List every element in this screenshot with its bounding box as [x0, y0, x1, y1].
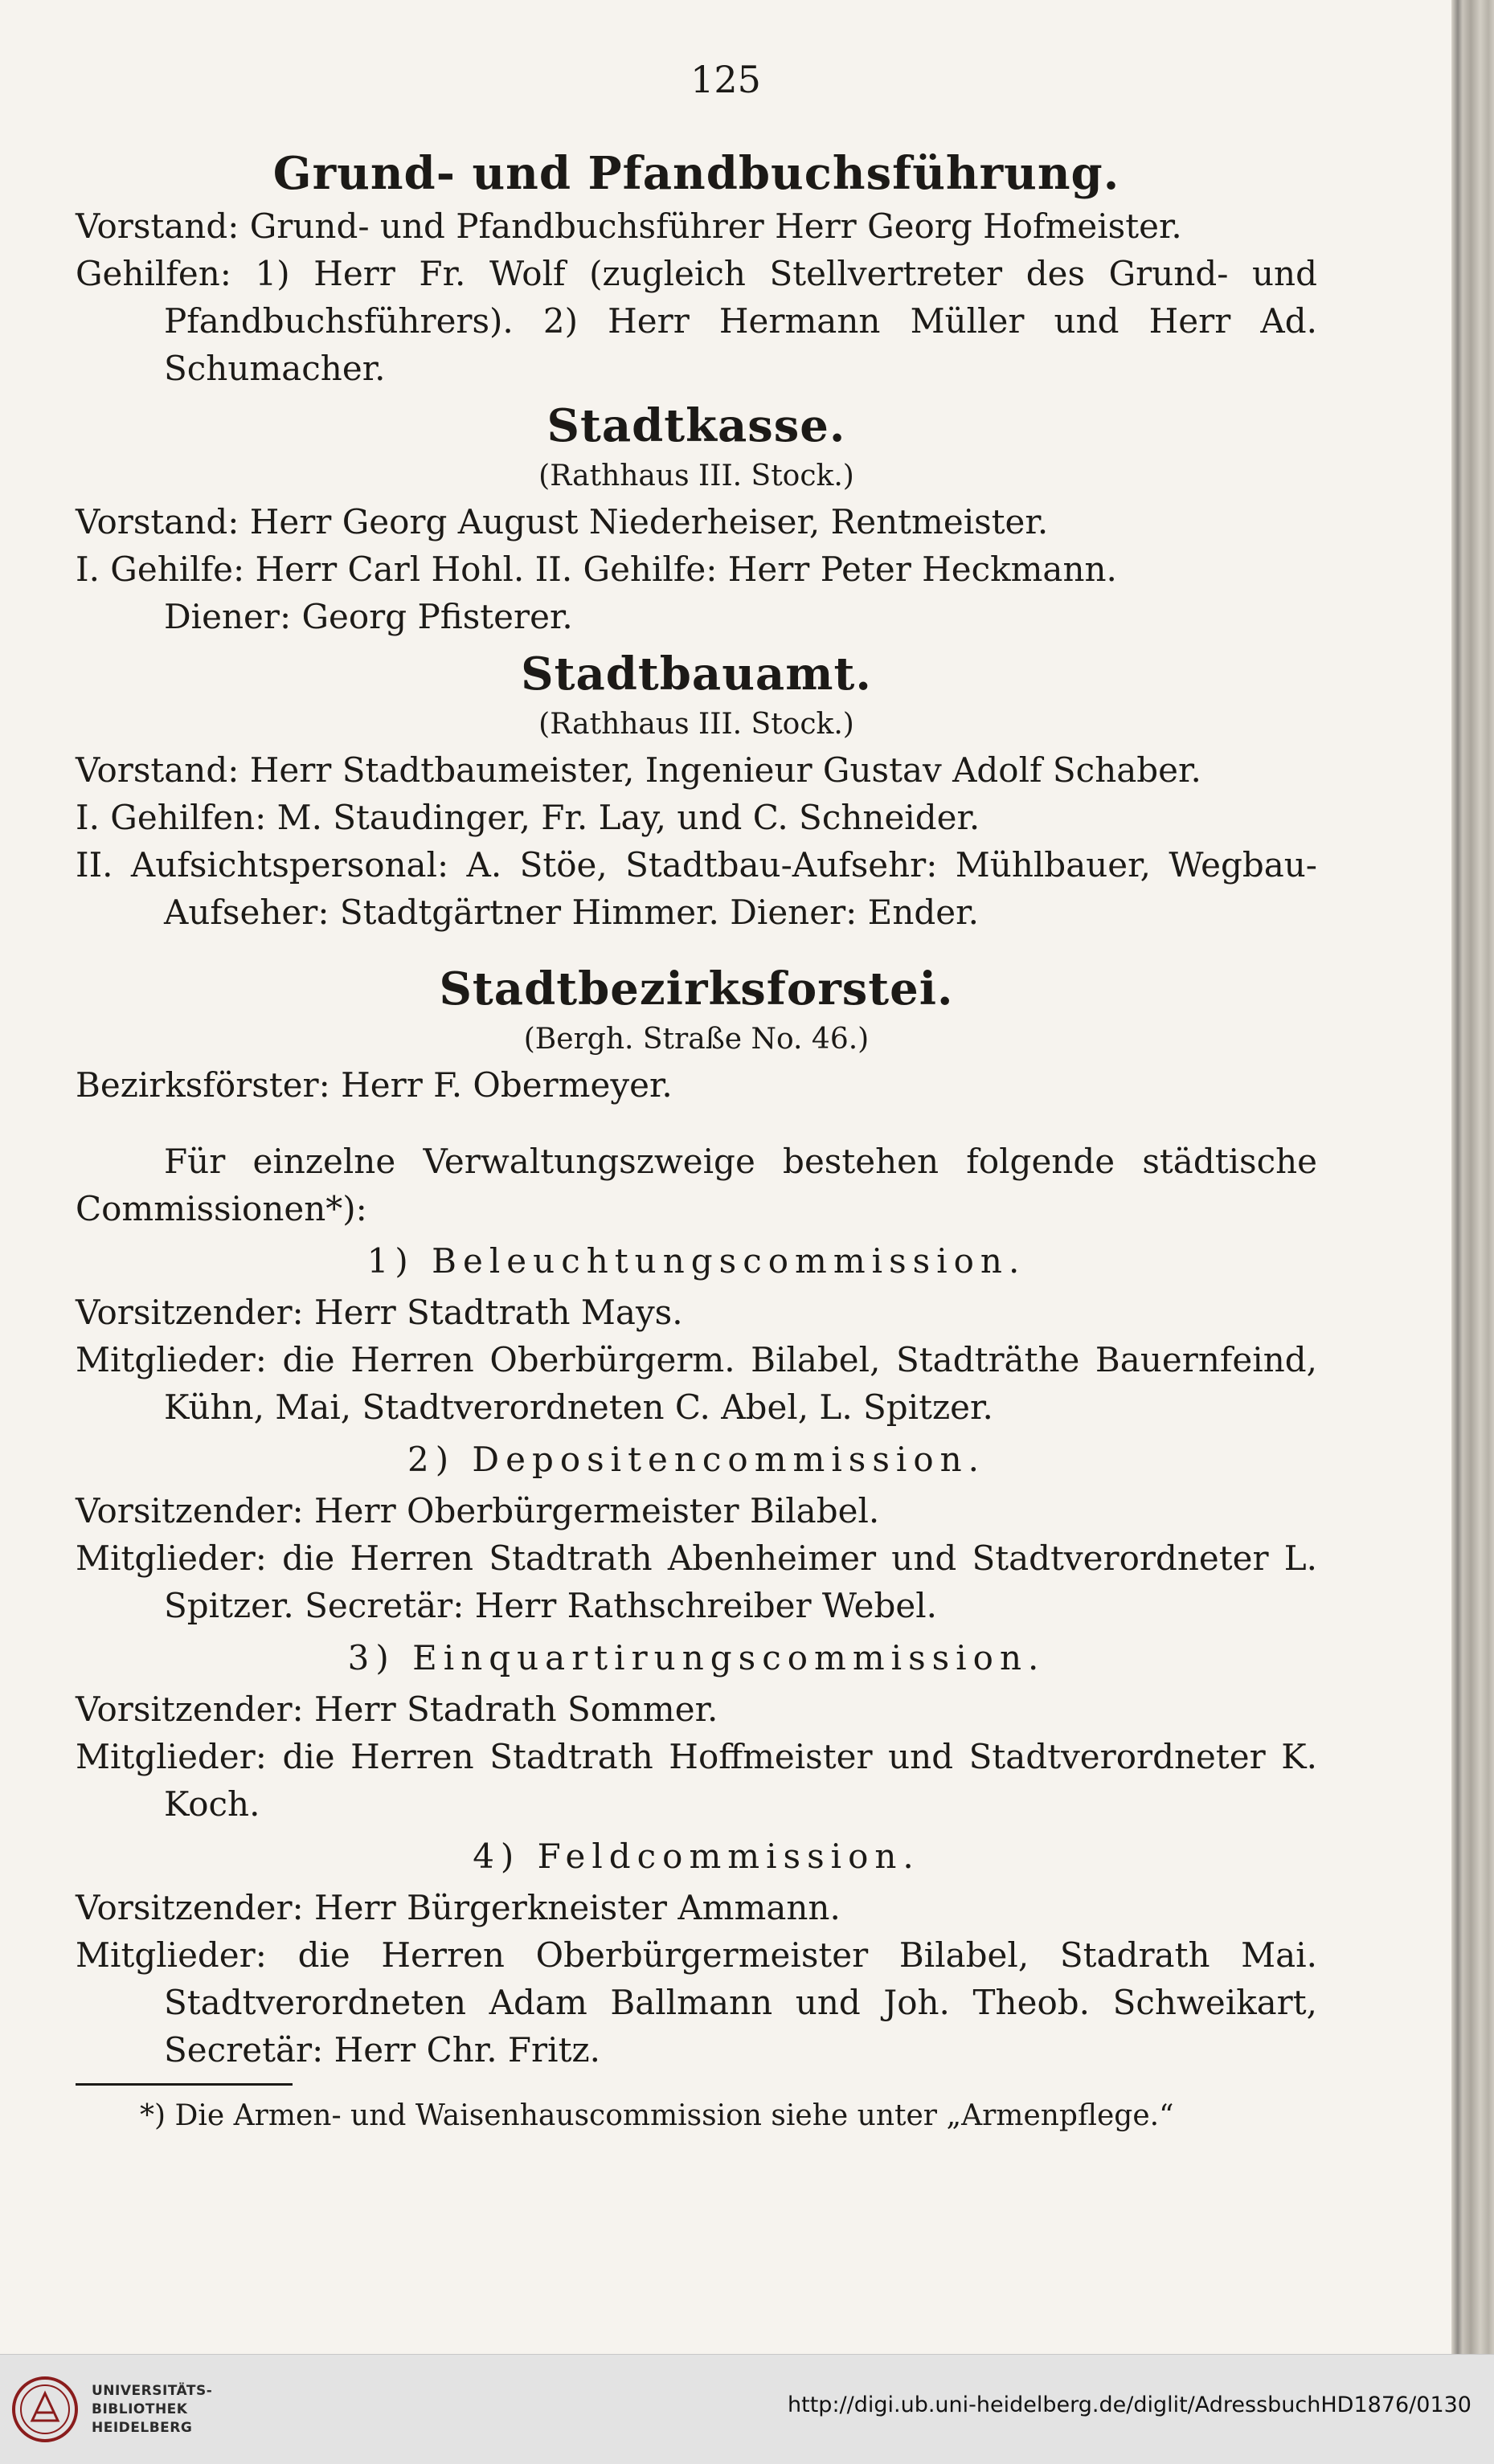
library-name-line-2: BIBLIOTHEK — [92, 2401, 188, 2417]
commission-1-mitglieder: Mitglieder: die Herren Oberbürgerm. Bilabel, Stadträthe Bauernfeind, Kühn, Mai, Stadtverordneten C. Abel, L. Spitzer. — [76, 1340, 1317, 1427]
footnote: *) Die Armen- und Waisenhauscommission siehe unter „Armenpflege.“ — [140, 2099, 1174, 2132]
commission-4-vorsitz: Vorsitzender: Herr Bürgerkneister Ammann. — [76, 1888, 841, 1927]
stadtkasse-diener: Diener: Georg Pfisterer. — [164, 597, 573, 636]
commission-2-mitglieder: Mitglieder: die Herren Stadtrath Abenheimer und Stadtverordneter L. Spitzer. Secretär: Herr Rathschreiber Webel. — [76, 1538, 1317, 1625]
forstei-foerster: Bezirksförster: Herr F. Obermeyer. — [76, 1065, 673, 1105]
page-text — [76, 145, 1317, 2139]
heading-stadtbezirksforstei: Stadtbezirksforstei. — [439, 962, 954, 1015]
commission-3-vorsitz: Vorsitzender: Herr Stadrath Sommer. — [76, 1690, 718, 1729]
commission-1-vorsitz: Vorsitzender: Herr Stadtrath Mays. — [76, 1293, 683, 1332]
stadtbauamt-vorstand: Vorstand: Herr Stadtbaumeister, Ingenieur Gustav Adolf Schaber. — [76, 750, 1201, 790]
commission-4-title: 4) Feldcommission. — [473, 1837, 920, 1876]
book-edge — [1451, 0, 1494, 2354]
stadtbauamt-gehilfen: I. Gehilfen: M. Staudinger, Fr. Lay, und C. Schneider. — [76, 798, 980, 837]
library-seal-icon — [11, 2376, 79, 2443]
source-url[interactable]: http://digi.ub.uni-heidelberg.de/diglit/AdressbuchHD1876/0130 — [788, 2392, 1471, 2417]
footnote-rule — [76, 2083, 293, 2086]
library-name-line-1: UNIVERSITÄTS- — [92, 2383, 213, 2399]
stadtbauamt-location: (Rathhaus III. Stock.) — [538, 708, 854, 741]
heading-grund-pfandbuch: Grund- und Pfandbuchsführung. — [272, 147, 1120, 200]
library-name — [92, 2382, 212, 2437]
grund-gehilfen: Gehilfen: 1) Herr Fr. Wolf (zugleich Stellvertreter des Grund- und Pfandbuchsführers). 2) Herr Hermann Müller und Herr Ad. Schumacher. — [76, 254, 1317, 388]
commission-3-mitglieder: Mitglieder: die Herren Stadtrath Hoffmeister und Stadtverordneter K. Koch. — [76, 1737, 1317, 1824]
stadtbauamt-aufsicht: II. Aufsichtspersonal: A. Stöe, Stadtbau-Aufsehr: Mühlbauer, Wegbau-Aufseher: Stadtgärtner Himmer. Diener: Ender. — [76, 845, 1317, 932]
commission-1-title: 1) Beleuchtungscommission. — [366, 1241, 1026, 1281]
stadtkasse-gehilfe: I. Gehilfe: Herr Carl Hohl. II. Gehilfe: Herr Peter Heckmann. — [76, 550, 1117, 589]
heading-stadtkasse: Stadtkasse. — [546, 399, 846, 452]
commissions-intro: Für einzelne Verwaltungszweige bestehen folgende städtische Commissionen*): — [76, 1142, 1317, 1228]
commission-2-vorsitz: Vorsitzender: Herr Oberbürgermeister Bilabel. — [76, 1491, 880, 1530]
commission-3-title: 3) Einquartirungscommission. — [347, 1638, 1046, 1677]
commission-2-title: 2) Depositencommission. — [407, 1440, 986, 1479]
page-number: 125 — [690, 58, 761, 101]
forstei-location: (Bergh. Straße No. 46.) — [523, 1023, 870, 1056]
stadtkasse-location: (Rathhaus III. Stock.) — [538, 460, 854, 492]
library-logo[interactable] — [11, 2376, 220, 2443]
stadtkasse-vorstand: Vorstand: Herr Georg August Niederheiser, Rentmeister. — [76, 502, 1049, 541]
grund-vorstand: Vorstand: Grund- und Pfandbuchsführer Herr Georg Hofmeister. — [76, 206, 1182, 246]
heading-stadtbauamt: Stadtbauamt. — [521, 648, 872, 701]
library-name-line-3: HEIDELBERG — [92, 2420, 193, 2436]
commission-4-mitglieder: Mitglieder: die Herren Oberbürgermeister Bilabel, Stadrath Mai. Stadtverordneten Adam Ballmann und Joh. Theob. Schweikart, Secretär: Herr Chr. Fritz. — [76, 1935, 1317, 2070]
